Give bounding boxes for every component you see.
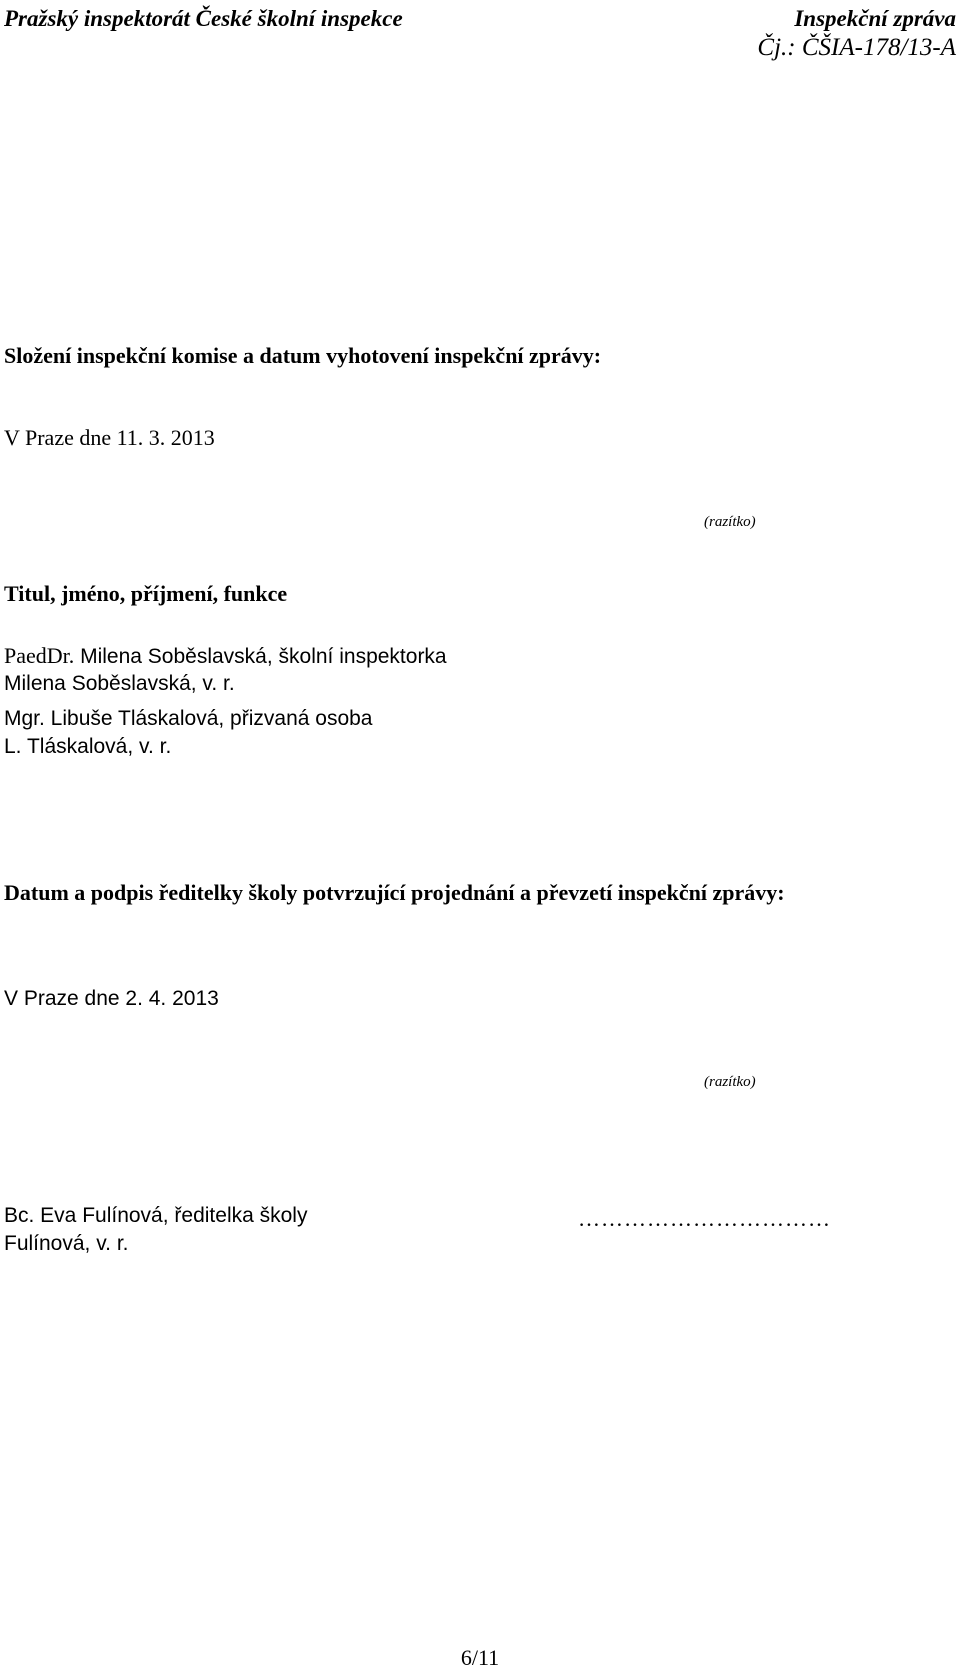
member-assistant-signature: L. Tláskalová, v. r. (4, 735, 172, 758)
commission-stamp-label: (razítko) (704, 514, 756, 530)
director-heading: Datum a podpis ředitelky školy potvrzující projednání a převzetí inspekční zprávy: (4, 880, 785, 905)
header-organization: Pražský inspektorát České školní inspekce (4, 6, 403, 31)
member-inspector-name-function: Milena Soběslavská, školní inspektorka (74, 645, 447, 668)
director-name-line: Bc. Eva Fulínová, ředitelka školy (4, 1204, 308, 1227)
member-inspector-degree: PaedDr. (4, 643, 75, 668)
commission-place-date: V Praze dne 11. 3. 2013 (4, 425, 215, 450)
member-inspector-title-line (4, 643, 447, 670)
member-assistant-title-line: Mgr. Libuše Tláskalová, přizvaná osoba (4, 707, 373, 730)
header-document-type: Inspekční zpráva (794, 6, 956, 31)
director-signature: Fulínová, v. r. (4, 1232, 129, 1255)
header-reference-number: Čj.: ČŠIA-178/13-A (757, 34, 956, 61)
director-stamp-label: (razítko) (704, 1074, 756, 1090)
member-inspector-signature: Milena Soběslavská, v. r. (4, 672, 235, 695)
commission-columns-heading: Titul, jméno, příjmení, funkce (4, 581, 288, 606)
director-place-date: V Praze dne 2. 4. 2013 (4, 987, 219, 1010)
commission-heading: Složení inspekční komise a datum vyhotovení inspekční zprávy: (4, 343, 602, 368)
signature-dotted-line: …………………………… (578, 1206, 831, 1231)
page-number: 6/11 (460, 1645, 500, 1670)
